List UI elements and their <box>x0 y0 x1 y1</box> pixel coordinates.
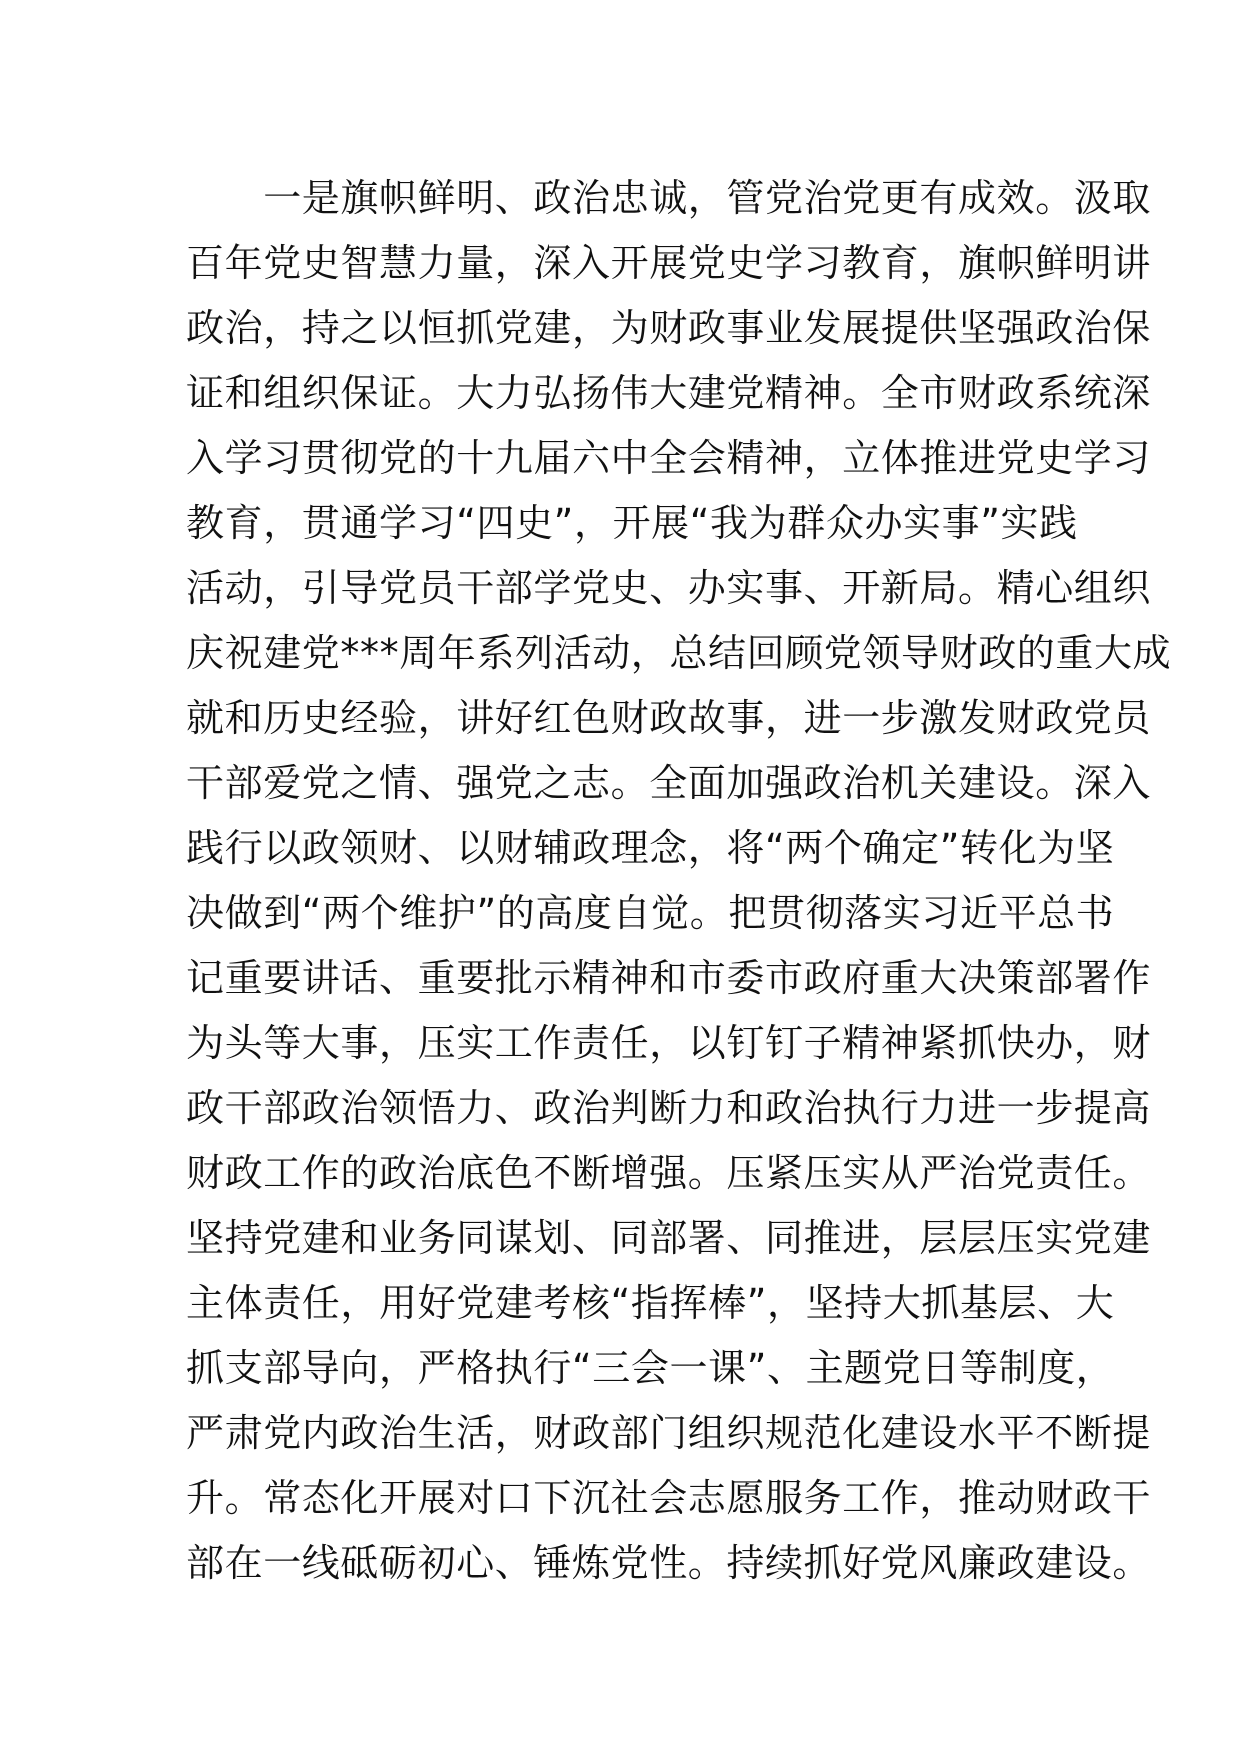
text-line: 一是旗帜鲜明、政治忠诚，管党治党更有成效。汲取 <box>186 176 1152 220</box>
text-line: 抓支部导向，严格执行“三会一课”、主题党日等制度， <box>186 1346 1115 1390</box>
text-line: 决做到“两个维护”的高度自觉。把贯彻落实习近平总书 <box>186 891 1115 935</box>
text-line: 部在一线砥砺初心、锤炼党性。持续抓好党风廉政建设。 <box>186 1541 1152 1585</box>
text-line: 为头等大事，压实工作责任，以钉钉子精神紧抓快办，财 <box>186 1021 1152 1065</box>
text-line: 教育，贯通学习“四史”，开展“我为群众办实事”实践 <box>186 501 1078 545</box>
text-line: 就和历史经验，讲好红色财政故事，进一步激发财政党员 <box>186 696 1152 740</box>
body-paragraph <box>186 166 1172 1596</box>
text-line: 严肃党内政治生活，财政部门组织规范化建设水平不断提 <box>186 1411 1152 1455</box>
text-line: 记重要讲话、重要批示精神和市委市政府重大决策部署作 <box>186 956 1152 1000</box>
text-line: 财政工作的政治底色不断增强。压紧压实从严治党责任。 <box>186 1151 1152 1195</box>
text-line: 庆祝建党***周年系列活动，总结回顾党领导财政的重大成 <box>186 631 1172 675</box>
text-line: 干部爱党之情、强党之志。全面加强政治机关建设。深入 <box>186 761 1152 805</box>
text-line: 活动，引导党员干部学党史、办实事、开新局。精心组织 <box>186 566 1152 610</box>
text-line: 百年党史智慧力量，深入开展党史学习教育，旗帜鲜明讲 <box>186 241 1152 285</box>
text-line: 主体责任，用好党建考核“指挥棒”，坚持大抓基层、大 <box>186 1281 1115 1325</box>
text-line: 政干部政治领悟力、政治判断力和政治执行力进一步提高 <box>186 1086 1152 1130</box>
text-line: 入学习贯彻党的十九届六中全会精神，立体推进党史学习 <box>186 436 1152 480</box>
text-line: 坚持党建和业务同谋划、同部署、同推进，层层压实党建 <box>186 1216 1152 1260</box>
text-line: 证和组织保证。大力弘扬伟大建党精神。全市财政系统深 <box>186 371 1152 415</box>
text-line: 践行以政领财、以财辅政理念，将“两个确定”转化为坚 <box>186 826 1115 870</box>
text-line: 升。常态化开展对口下沉社会志愿服务工作，推动财政干 <box>186 1476 1152 1520</box>
text-line: 政治，持之以恒抓党建，为财政事业发展提供坚强政治保 <box>186 306 1152 350</box>
